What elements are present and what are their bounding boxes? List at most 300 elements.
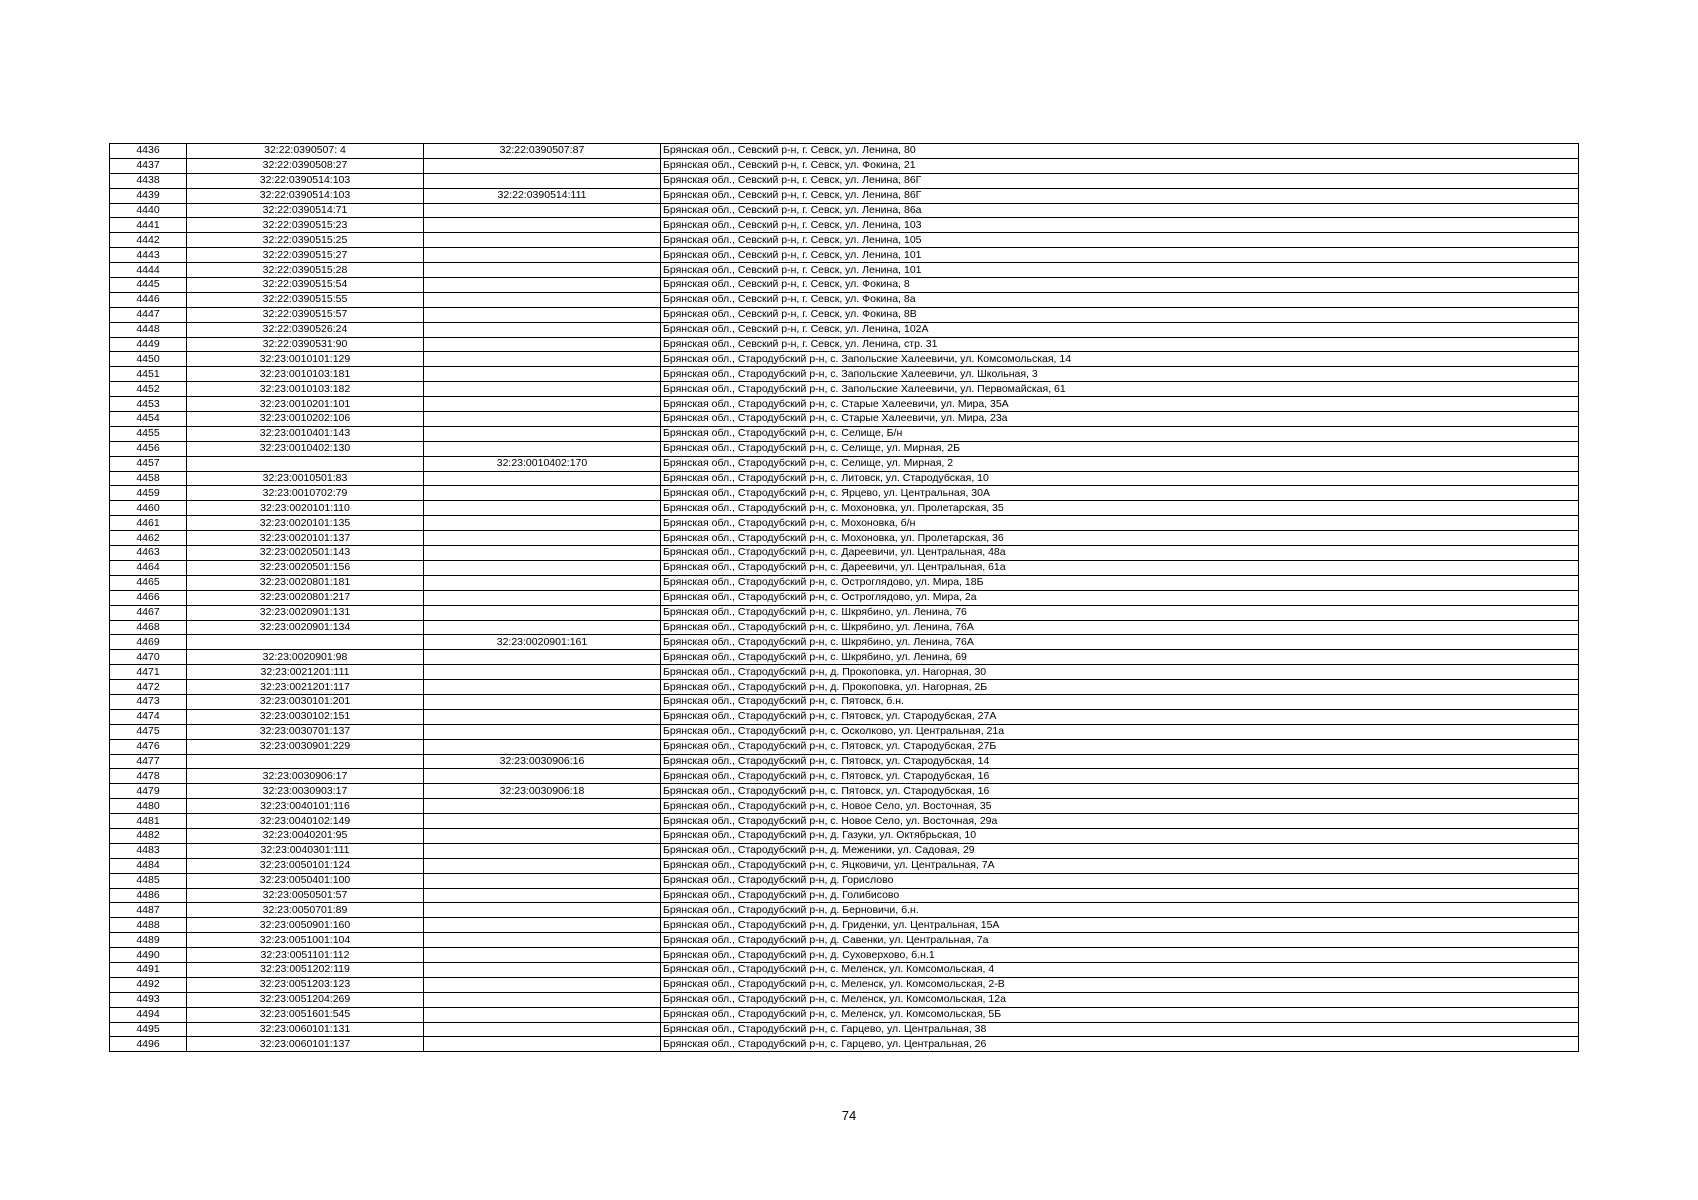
cadastral-number-cell: 32:23:0020901:131: [187, 605, 424, 620]
linked-cadastral-number-cell: [424, 843, 661, 858]
table-row: [110, 441, 1579, 456]
address-cell: Брянская обл., Севский р-н, г. Севск, ул. Ленина, стр. 31: [661, 337, 1579, 352]
cadastral-number-cell: 32:23:0051601:545: [187, 1007, 424, 1022]
table-row: [110, 173, 1579, 188]
address-cell: Брянская обл., Стародубский р-н, с. Новое Село, ул. Восточная, 29а: [661, 814, 1579, 829]
address-cell: Брянская обл., Стародубский р-н, с. Шкрябино, ул. Ленина, 76А: [661, 635, 1579, 650]
table-row: [110, 382, 1579, 397]
linked-cadastral-number-cell: [424, 620, 661, 635]
row-number-cell: 4447: [110, 307, 187, 322]
row-number-cell: 4479: [110, 784, 187, 799]
address-cell: Брянская обл., Стародубский р-н, д. Савенки, ул. Центральная, 7а: [661, 933, 1579, 948]
cadastral-number-cell: 32:23:0021201:117: [187, 680, 424, 695]
address-cell: Брянская обл., Севский р-н, г. Севск, ул. Фокина, 8: [661, 278, 1579, 293]
table-row: [110, 724, 1579, 739]
table-row: [110, 367, 1579, 382]
linked-cadastral-number-cell: [424, 1007, 661, 1022]
address-cell: Брянская обл., Севский р-н, г. Севск, ул. Фокина, 8В: [661, 307, 1579, 322]
table-row: [110, 560, 1579, 575]
address-cell: Брянская обл., Стародубский р-н, д. Берновичи, б.н.: [661, 903, 1579, 918]
cadastral-number-cell: 32:23:0020101:135: [187, 516, 424, 531]
table-row: [110, 426, 1579, 441]
address-cell: Брянская обл., Севский р-н, г. Севск, ул. Ленина, 102А: [661, 322, 1579, 337]
row-number-cell: 4457: [110, 456, 187, 471]
table-row: [110, 873, 1579, 888]
address-cell: Брянская обл., Стародубский р-н, с. Шкрябино, ул. Ленина, 76: [661, 605, 1579, 620]
table-row: [110, 203, 1579, 218]
linked-cadastral-number-cell: [424, 367, 661, 382]
address-cell: Брянская обл., Стародубский р-н, с. Меленск, ул. Комсомольская, 4: [661, 962, 1579, 977]
row-number-cell: 4487: [110, 903, 187, 918]
linked-cadastral-number-cell: [424, 724, 661, 739]
table-row: [110, 784, 1579, 799]
cadastral-number-cell: 32:22:0390515:28: [187, 263, 424, 278]
row-number-cell: 4454: [110, 412, 187, 427]
address-cell: Брянская обл., Стародубский р-н, с. Пятовск, б.н.: [661, 694, 1579, 709]
linked-cadastral-number-cell: [424, 516, 661, 531]
cadastral-number-cell: [187, 635, 424, 650]
linked-cadastral-number-cell: [424, 992, 661, 1007]
address-cell: Брянская обл., Стародубский р-н, д. Суховерхово, б.н.1: [661, 948, 1579, 963]
table-row: [110, 590, 1579, 605]
address-cell: Брянская обл., Стародубский р-н, с. Меленск, ул. Комсомольская, 12а: [661, 992, 1579, 1007]
row-number-cell: 4476: [110, 739, 187, 754]
row-number-cell: 4461: [110, 516, 187, 531]
linked-cadastral-number-cell: [424, 560, 661, 575]
linked-cadastral-number-cell: [424, 709, 661, 724]
cadastral-number-cell: 32:23:0010201:101: [187, 397, 424, 412]
address-cell: Брянская обл., Стародубский р-н, с. Новое Село, ул. Восточная, 35: [661, 799, 1579, 814]
cadastral-number-cell: 32:23:0040301:111: [187, 843, 424, 858]
table-row: [110, 188, 1579, 203]
address-cell: Брянская обл., Стародубский р-н, с. Остроглядово, ул. Мира, 18Б: [661, 575, 1579, 590]
cadastral-number-cell: 32:23:0030102:151: [187, 709, 424, 724]
cadastral-number-cell: 32:23:0040201:95: [187, 828, 424, 843]
table-row: [110, 858, 1579, 873]
linked-cadastral-number-cell: [424, 814, 661, 829]
linked-cadastral-number-cell: [424, 888, 661, 903]
address-cell: Брянская обл., Стародубский р-н, с. Пятовск, ул. Стародубская, 16: [661, 769, 1579, 784]
address-cell: Брянская обл., Стародубский р-н, д. Прокоповка, ул. Нагорная, 30: [661, 665, 1579, 680]
table-row: [110, 933, 1579, 948]
table-row: [110, 918, 1579, 933]
linked-cadastral-number-cell: [424, 962, 661, 977]
linked-cadastral-number-cell: [424, 352, 661, 367]
address-cell: Брянская обл., Стародубский р-н, с. Пятовск, ул. Стародубская, 27Б: [661, 739, 1579, 754]
linked-cadastral-number-cell: [424, 948, 661, 963]
linked-cadastral-number-cell: [424, 828, 661, 843]
cadastral-number-cell: 32:23:0050501:57: [187, 888, 424, 903]
table-row: [110, 248, 1579, 263]
row-number-cell: 4470: [110, 650, 187, 665]
cadastral-number-cell: 32:23:0020501:156: [187, 560, 424, 575]
linked-cadastral-number-cell: [424, 292, 661, 307]
table-row: [110, 903, 1579, 918]
table-row: [110, 531, 1579, 546]
linked-cadastral-number-cell: [424, 1022, 661, 1037]
row-number-cell: 4493: [110, 992, 187, 1007]
linked-cadastral-number-cell: [424, 218, 661, 233]
linked-cadastral-number-cell: [424, 248, 661, 263]
row-number-cell: 4466: [110, 590, 187, 605]
linked-cadastral-number-cell: [424, 426, 661, 441]
address-cell: Брянская обл., Стародубский р-н, с. Осколково, ул. Центральная, 21а: [661, 724, 1579, 739]
cadastral-number-cell: 32:23:0010402:130: [187, 441, 424, 456]
address-cell: Брянская обл., Стародубский р-н, с. Литовск, ул. Стародубская, 10: [661, 471, 1579, 486]
address-cell: Брянская обл., Стародубский р-н, с. Селище, ул. Мирная, 2: [661, 456, 1579, 471]
cadastral-number-cell: 32:22:0390514:71: [187, 203, 424, 218]
cadastral-number-cell: 32:23:0051203:123: [187, 977, 424, 992]
linked-cadastral-number-cell: [424, 486, 661, 501]
address-cell: Брянская обл., Стародубский р-н, с. Пятовск, ул. Стародубская, 27А: [661, 709, 1579, 724]
table-row: [110, 412, 1579, 427]
linked-cadastral-number-cell: [424, 1037, 661, 1052]
linked-cadastral-number-cell: [424, 397, 661, 412]
table-row: [110, 397, 1579, 412]
cadastral-number-cell: 32:23:0030101:201: [187, 694, 424, 709]
row-number-cell: 4463: [110, 546, 187, 561]
row-number-cell: 4440: [110, 203, 187, 218]
row-number-cell: 4450: [110, 352, 187, 367]
cadastral-number-cell: 32:23:0010103:181: [187, 367, 424, 382]
table-row: [110, 948, 1579, 963]
row-number-cell: 4451: [110, 367, 187, 382]
row-number-cell: 4449: [110, 337, 187, 352]
address-cell: Брянская обл., Стародубский р-н, д. Гриденки, ул. Центральная, 15А: [661, 918, 1579, 933]
cadastral-number-cell: 32:23:0020801:217: [187, 590, 424, 605]
cadastral-number-cell: 32:22:0390514:103: [187, 173, 424, 188]
linked-cadastral-number-cell: 32:23:0030906:18: [424, 784, 661, 799]
cadastral-number-cell: 32:23:0020901:134: [187, 620, 424, 635]
table-row: [110, 992, 1579, 1007]
table-row: [110, 307, 1579, 322]
linked-cadastral-number-cell: [424, 263, 661, 278]
table-row: [110, 1037, 1579, 1052]
row-number-cell: 4467: [110, 605, 187, 620]
row-number-cell: 4459: [110, 486, 187, 501]
linked-cadastral-number-cell: [424, 278, 661, 293]
cadastral-number-cell: 32:22:0390515:54: [187, 278, 424, 293]
row-number-cell: 4488: [110, 918, 187, 933]
row-number-cell: 4441: [110, 218, 187, 233]
row-number-cell: 4458: [110, 471, 187, 486]
cadastral-number-cell: 32:23:0010103:182: [187, 382, 424, 397]
address-cell: Брянская обл., Стародубский р-н, с. Остроглядово, ул. Мира, 2а: [661, 590, 1579, 605]
row-number-cell: 4480: [110, 799, 187, 814]
table-row: [110, 144, 1579, 159]
cadastral-number-cell: 32:22:0390508:27: [187, 158, 424, 173]
cadastral-number-cell: 32:23:0010401:143: [187, 426, 424, 441]
cadastral-number-cell: 32:23:0020801:181: [187, 575, 424, 590]
row-number-cell: 4490: [110, 948, 187, 963]
address-cell: Брянская обл., Стародубский р-н, с. Меленск, ул. Комсомольская, 5Б: [661, 1007, 1579, 1022]
row-number-cell: 4455: [110, 426, 187, 441]
row-number-cell: 4464: [110, 560, 187, 575]
address-cell: Брянская обл., Севский р-н, г. Севск, ул. Ленина, 80: [661, 144, 1579, 159]
row-number-cell: 4486: [110, 888, 187, 903]
address-cell: Брянская обл., Севский р-н, г. Севск, ул. Ленина, 86Г: [661, 173, 1579, 188]
table-row: [110, 218, 1579, 233]
linked-cadastral-number-cell: [424, 933, 661, 948]
address-cell: Брянская обл., Стародубский р-н, с. Шкрябино, ул. Ленина, 69: [661, 650, 1579, 665]
table-row: [110, 888, 1579, 903]
address-cell: Брянская обл., Стародубский р-н, с. Селище, ул. Мирная, 2Б: [661, 441, 1579, 456]
linked-cadastral-number-cell: [424, 680, 661, 695]
table-row: [110, 486, 1579, 501]
cadastral-number-cell: 32:23:0030903:17: [187, 784, 424, 799]
linked-cadastral-number-cell: [424, 337, 661, 352]
linked-cadastral-number-cell: [424, 501, 661, 516]
address-cell: Брянская обл., Севский р-н, г. Севск, ул. Ленина, 101: [661, 248, 1579, 263]
linked-cadastral-number-cell: [424, 322, 661, 337]
row-number-cell: 4495: [110, 1022, 187, 1037]
address-cell: Брянская обл., Стародубский р-н, с. Дареевичи, ул. Центральная, 61а: [661, 560, 1579, 575]
address-cell: Брянская обл., Стародубский р-н, с. Пятовск, ул. Стародубская, 14: [661, 754, 1579, 769]
cadastral-number-cell: 32:23:0020101:137: [187, 531, 424, 546]
cadastral-number-cell: 32:22:0390531:90: [187, 337, 424, 352]
row-number-cell: 4446: [110, 292, 187, 307]
linked-cadastral-number-cell: 32:23:0020901:161: [424, 635, 661, 650]
row-number-cell: 4465: [110, 575, 187, 590]
table-row: [110, 799, 1579, 814]
address-cell: Брянская обл., Стародубский р-н, с. Мохоновка, б/н: [661, 516, 1579, 531]
linked-cadastral-number-cell: [424, 382, 661, 397]
table-row: [110, 709, 1579, 724]
cadastral-number-cell: 32:22:0390515:23: [187, 218, 424, 233]
row-number-cell: 4442: [110, 233, 187, 248]
cadastral-number-cell: 32:23:0020101:110: [187, 501, 424, 516]
cadastral-number-cell: 32:23:0050401:100: [187, 873, 424, 888]
table-row: [110, 158, 1579, 173]
address-cell: Брянская обл., Стародубский р-н, с. Запольские Халеевичи, ул. Комсомольская, 14: [661, 352, 1579, 367]
address-cell: Брянская обл., Стародубский р-н, с. Мохоновка, ул. Пролетарская, 35: [661, 501, 1579, 516]
address-cell: Брянская обл., Стародубский р-н, д. Горислово: [661, 873, 1579, 888]
linked-cadastral-number-cell: [424, 546, 661, 561]
row-number-cell: 4481: [110, 814, 187, 829]
table-row: [110, 769, 1579, 784]
linked-cadastral-number-cell: 32:22:0390514:111: [424, 188, 661, 203]
address-cell: Брянская обл., Стародубский р-н, д. Газуки, ул. Октябрьская, 10: [661, 828, 1579, 843]
cadastral-number-cell: 32:23:0030901:229: [187, 739, 424, 754]
address-cell: Брянская обл., Стародубский р-н, с. Меленск, ул. Комсомольская, 2-В: [661, 977, 1579, 992]
row-number-cell: 4496: [110, 1037, 187, 1052]
cadastral-number-cell: 32:23:0030701:137: [187, 724, 424, 739]
cadastral-number-cell: 32:23:0040102:149: [187, 814, 424, 829]
row-number-cell: 4439: [110, 188, 187, 203]
linked-cadastral-number-cell: [424, 471, 661, 486]
table-row: [110, 471, 1579, 486]
row-number-cell: 4468: [110, 620, 187, 635]
table-row: [110, 962, 1579, 977]
page-number: 74: [841, 1108, 857, 1123]
linked-cadastral-number-cell: [424, 665, 661, 680]
linked-cadastral-number-cell: [424, 873, 661, 888]
cadastral-number-cell: 32:23:0010702:79: [187, 486, 424, 501]
address-cell: Брянская обл., Стародубский р-н, с. Яцковичи, ул. Центральная, 7А: [661, 858, 1579, 873]
cadastral-number-cell: 32:23:0020501:143: [187, 546, 424, 561]
linked-cadastral-number-cell: [424, 233, 661, 248]
row-number-cell: 4484: [110, 858, 187, 873]
linked-cadastral-number-cell: [424, 590, 661, 605]
linked-cadastral-number-cell: [424, 412, 661, 427]
address-cell: Брянская обл., Стародубский р-н, с. Запольские Халеевичи, ул. Первомайская, 61: [661, 382, 1579, 397]
table-row: [110, 292, 1579, 307]
address-cell: Брянская обл., Севский р-н, г. Севск, ул. Ленина, 103: [661, 218, 1579, 233]
row-number-cell: 4472: [110, 680, 187, 695]
table-row: [110, 605, 1579, 620]
row-number-cell: 4453: [110, 397, 187, 412]
table-row: [110, 680, 1579, 695]
cadastral-number-cell: 32:22:0390515:25: [187, 233, 424, 248]
linked-cadastral-number-cell: [424, 203, 661, 218]
cadastral-number-cell: 32:23:0060101:137: [187, 1037, 424, 1052]
row-number-cell: 4491: [110, 962, 187, 977]
table-row: [110, 501, 1579, 516]
cadastral-number-cell: 32:23:0040101:116: [187, 799, 424, 814]
cadastral-number-cell: 32:23:0051001:104: [187, 933, 424, 948]
table-row: [110, 456, 1579, 471]
cadastral-number-cell: 32:23:0051101:112: [187, 948, 424, 963]
row-number-cell: 4445: [110, 278, 187, 293]
address-cell: Брянская обл., Севский р-н, г. Севск, ул. Ленина, 86Г: [661, 188, 1579, 203]
table-row: [110, 263, 1579, 278]
row-number-cell: 4473: [110, 694, 187, 709]
linked-cadastral-number-cell: [424, 694, 661, 709]
records-table-body: [110, 144, 1579, 1052]
linked-cadastral-number-cell: 32:23:0030906:16: [424, 754, 661, 769]
row-number-cell: 4494: [110, 1007, 187, 1022]
address-cell: Брянская обл., Севский р-н, г. Севск, ул. Ленина, 105: [661, 233, 1579, 248]
cadastral-number-cell: 32:23:0010101:129: [187, 352, 424, 367]
address-cell: Брянская обл., Севский р-н, г. Севск, ул. Фокина, 8а: [661, 292, 1579, 307]
linked-cadastral-number-cell: [424, 903, 661, 918]
table-row: [110, 843, 1579, 858]
address-cell: Брянская обл., Севский р-н, г. Севск, ул. Ленина, 86а: [661, 203, 1579, 218]
row-number-cell: 4471: [110, 665, 187, 680]
table-row: [110, 620, 1579, 635]
row-number-cell: 4477: [110, 754, 187, 769]
row-number-cell: 4452: [110, 382, 187, 397]
row-number-cell: 4478: [110, 769, 187, 784]
cadastral-number-cell: 32:23:0051204:269: [187, 992, 424, 1007]
address-cell: Брянская обл., Стародубский р-н, с. Запольские Халеевичи, ул. Школьная, 3: [661, 367, 1579, 382]
row-number-cell: 4448: [110, 322, 187, 337]
cadastral-number-cell: 32:22:0390526:24: [187, 322, 424, 337]
row-number-cell: 4474: [110, 709, 187, 724]
cadastral-number-cell: 32:22:0390515:57: [187, 307, 424, 322]
linked-cadastral-number-cell: 32:22:0390507:87: [424, 144, 661, 159]
address-cell: Брянская обл., Стародубский р-н, с. Селище, Б/н: [661, 426, 1579, 441]
linked-cadastral-number-cell: [424, 769, 661, 784]
table-row: [110, 1007, 1579, 1022]
linked-cadastral-number-cell: [424, 858, 661, 873]
table-row: [110, 977, 1579, 992]
linked-cadastral-number-cell: [424, 739, 661, 754]
linked-cadastral-number-cell: [424, 575, 661, 590]
row-number-cell: 4492: [110, 977, 187, 992]
row-number-cell: 4483: [110, 843, 187, 858]
linked-cadastral-number-cell: [424, 799, 661, 814]
row-number-cell: 4443: [110, 248, 187, 263]
table-row: [110, 665, 1579, 680]
table-row: [110, 754, 1579, 769]
cadastral-number-cell: 32:22:0390507: 4: [187, 144, 424, 159]
address-cell: Брянская обл., Стародубский р-н, с. Пятовск, ул. Стародубская, 16: [661, 784, 1579, 799]
linked-cadastral-number-cell: [424, 307, 661, 322]
cadastral-number-cell: 32:23:0050101:124: [187, 858, 424, 873]
address-cell: Брянская обл., Севский р-н, г. Севск, ул. Ленина, 101: [661, 263, 1579, 278]
cadastral-number-cell: 32:23:0050901:160: [187, 918, 424, 933]
table-row: [110, 233, 1579, 248]
address-cell: Брянская обл., Стародубский р-н, с. Дареевичи, ул. Центральная, 48а: [661, 546, 1579, 561]
table-row: [110, 337, 1579, 352]
row-number-cell: 4460: [110, 501, 187, 516]
table-row: [110, 828, 1579, 843]
address-cell: Брянская обл., Севский р-н, г. Севск, ул. Фокина, 21: [661, 158, 1579, 173]
cadastral-number-cell: 32:23:0050701:89: [187, 903, 424, 918]
cadastral-number-cell: 32:23:0051202:119: [187, 962, 424, 977]
cadastral-number-cell: 32:22:0390515:55: [187, 292, 424, 307]
table-row: [110, 322, 1579, 337]
row-number-cell: 4436: [110, 144, 187, 159]
address-cell: Брянская обл., Стародубский р-н, д. Голибисово: [661, 888, 1579, 903]
row-number-cell: 4462: [110, 531, 187, 546]
table-row: [110, 635, 1579, 650]
table-row: [110, 546, 1579, 561]
row-number-cell: 4437: [110, 158, 187, 173]
linked-cadastral-number-cell: [424, 650, 661, 665]
cadastral-number-cell: 32:22:0390515:27: [187, 248, 424, 263]
address-cell: Брянская обл., Стародубский р-н, с. Ярцево, ул. Центральная, 30А: [661, 486, 1579, 501]
cadastral-number-cell: 32:23:0030906:17: [187, 769, 424, 784]
linked-cadastral-number-cell: [424, 531, 661, 546]
row-number-cell: 4469: [110, 635, 187, 650]
table-row: [110, 694, 1579, 709]
row-number-cell: 4438: [110, 173, 187, 188]
cadastral-number-cell: 32:23:0021201:111: [187, 665, 424, 680]
linked-cadastral-number-cell: [424, 173, 661, 188]
address-cell: Брянская обл., Стародубский р-н, с. Гарцево, ул. Центральная, 26: [661, 1037, 1579, 1052]
table-row: [110, 650, 1579, 665]
row-number-cell: 4456: [110, 441, 187, 456]
row-number-cell: 4444: [110, 263, 187, 278]
address-cell: Брянская обл., Стародубский р-н, д. Меженики, ул. Садовая, 29: [661, 843, 1579, 858]
address-cell: Брянская обл., Стародубский р-н, с. Старые Халеевичи, ул. Мира, 23а: [661, 412, 1579, 427]
linked-cadastral-number-cell: [424, 918, 661, 933]
linked-cadastral-number-cell: [424, 605, 661, 620]
cadastral-number-cell: [187, 754, 424, 769]
address-cell: Брянская обл., Стародубский р-н, с. Старые Халеевичи, ул. Мира, 35А: [661, 397, 1579, 412]
records-table: [109, 143, 1579, 1052]
row-number-cell: 4475: [110, 724, 187, 739]
cadastral-number-cell: [187, 456, 424, 471]
row-number-cell: 4482: [110, 828, 187, 843]
table-row: [110, 1022, 1579, 1037]
linked-cadastral-number-cell: 32:23:0010402:170: [424, 456, 661, 471]
address-cell: Брянская обл., Стародубский р-н, с. Шкрябино, ул. Ленина, 76А: [661, 620, 1579, 635]
table-row: [110, 739, 1579, 754]
address-cell: Брянская обл., Стародубский р-н, с. Гарцево, ул. Центральная, 38: [661, 1022, 1579, 1037]
table-row: [110, 278, 1579, 293]
table-row: [110, 516, 1579, 531]
address-cell: Брянская обл., Стародубский р-н, с. Мохоновка, ул. Пролетарская, 36: [661, 531, 1579, 546]
cadastral-number-cell: 32:23:0020901:98: [187, 650, 424, 665]
cadastral-number-cell: 32:23:0060101:131: [187, 1022, 424, 1037]
table-row: [110, 575, 1579, 590]
row-number-cell: 4485: [110, 873, 187, 888]
linked-cadastral-number-cell: [424, 158, 661, 173]
address-cell: Брянская обл., Стародубский р-н, д. Прокоповка, ул. Нагорная, 2Б: [661, 680, 1579, 695]
